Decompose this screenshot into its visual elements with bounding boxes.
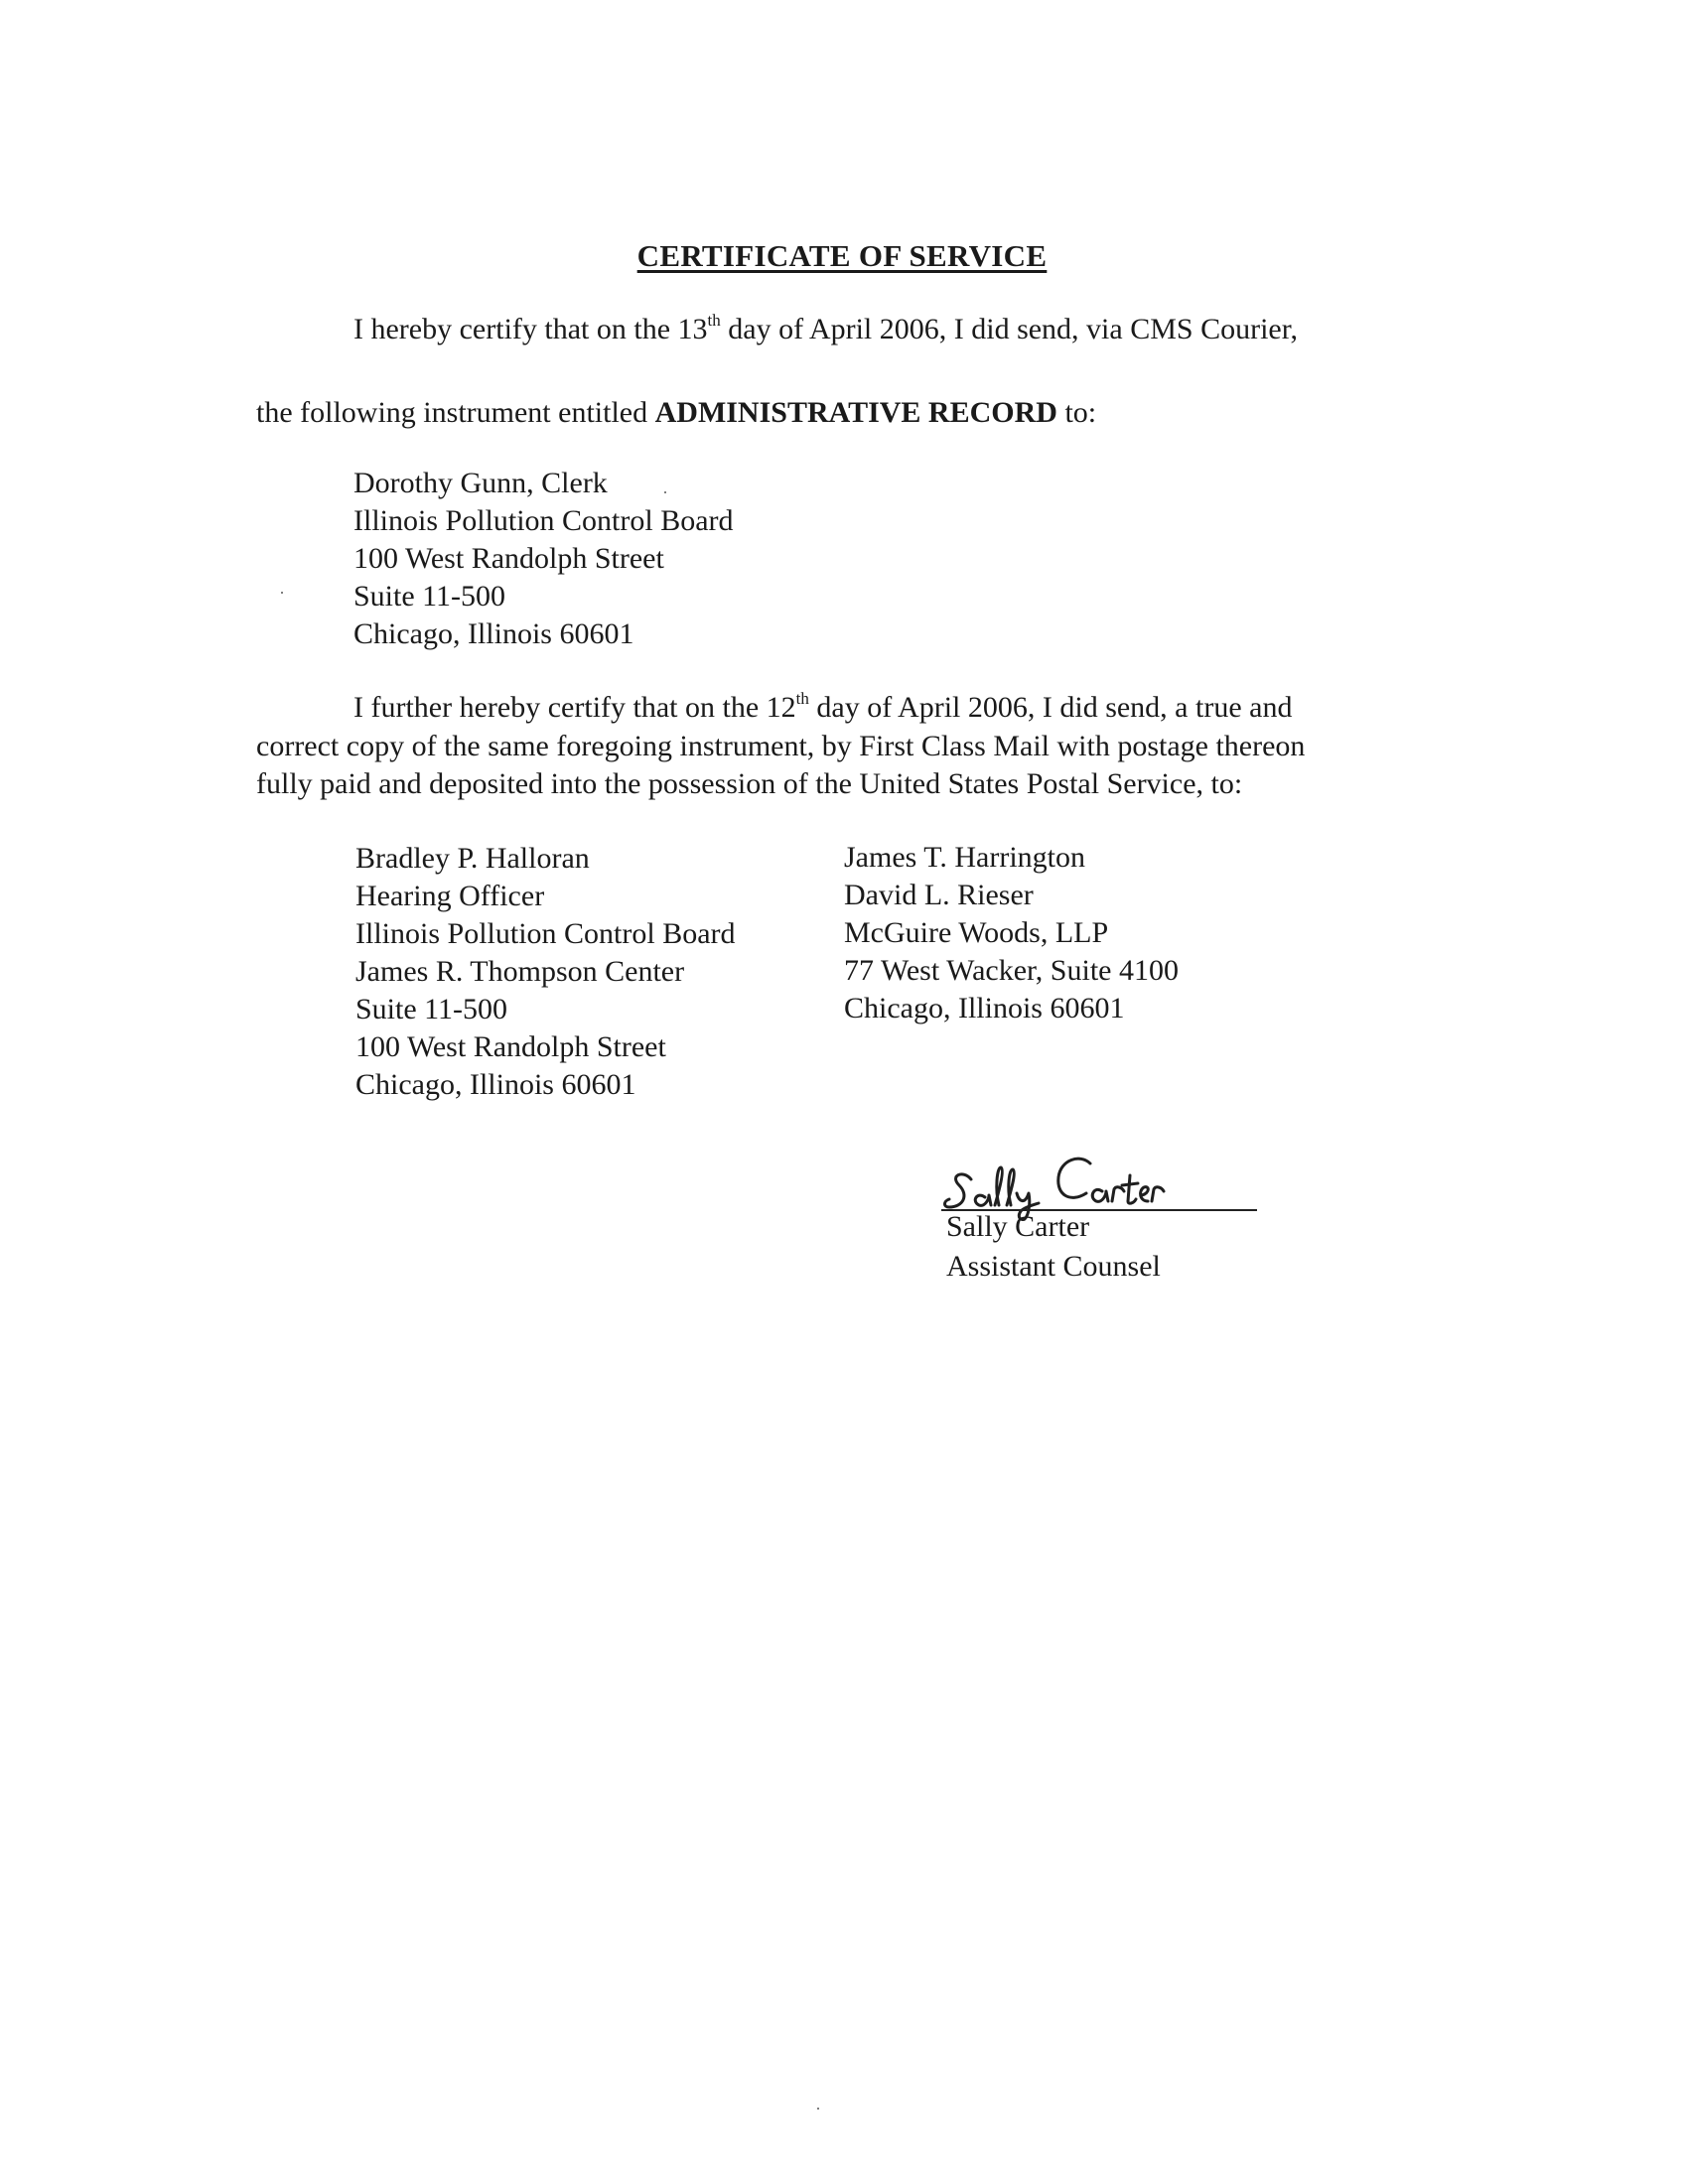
address-line: 100 West Randolph Street	[355, 1030, 666, 1063]
p1-line1-post: day of April 2006, I did send, via CMS Courier,	[720, 313, 1299, 345]
paragraph1-line1	[353, 312, 1298, 347]
paragraph2-line1	[353, 690, 1292, 726]
paragraph2-line3: fully paid and deposited into the possession of the United States Postal Service, to:	[256, 767, 1243, 800]
scan-speck	[817, 2108, 819, 2110]
p1-line1-pre: I hereby certify that on the 13	[353, 313, 708, 345]
clerk-address	[353, 465, 734, 653]
paragraph1-line2	[256, 395, 1096, 431]
address-line: Chicago, Illinois 60601	[353, 617, 634, 650]
p1-line2-pre: the following instrument entitled	[256, 396, 655, 429]
signer-block	[946, 1207, 1161, 1287]
scan-speck	[664, 491, 666, 493]
p2-line1-pre: I further hereby certify that on the 12	[353, 691, 796, 724]
p1-ordinal-suffix: th	[707, 311, 721, 330]
address-line: Suite 11-500	[355, 993, 508, 1025]
address-line: 77 West Wacker, Suite 4100	[844, 954, 1179, 987]
address-line: Chicago, Illinois 60601	[355, 1068, 636, 1101]
address-line: Illinois Pollution Control Board	[355, 917, 736, 950]
scan-speck	[281, 592, 283, 594]
address-line: James T. Harrington	[844, 841, 1086, 874]
recipient-address-left	[355, 840, 736, 1104]
title-text: CERTIFICATE OF SERVICE	[636, 238, 1048, 273]
p2-line1-post: day of April 2006, I did send, a true and	[808, 691, 1293, 724]
document-title	[0, 238, 1684, 274]
paragraph2-line2: correct copy of the same foregoing instrument, by First Class Mail with postage thereon	[256, 730, 1306, 762]
address-line: Chicago, Illinois 60601	[844, 992, 1125, 1024]
recipient-address-right	[844, 839, 1179, 1027]
address-line: James R. Thompson Center	[355, 955, 685, 988]
address-line: 100 West Randolph Street	[353, 542, 664, 575]
instrument-name: ADMINISTRATIVE RECORD	[654, 396, 1057, 429]
address-line: David L. Rieser	[844, 879, 1034, 911]
address-line: Suite 11-500	[353, 580, 506, 613]
address-line: Illinois Pollution Control Board	[353, 504, 734, 537]
signer-name: Sally Carter	[946, 1210, 1090, 1243]
address-line: Hearing Officer	[355, 880, 545, 912]
p2-ordinal-suffix: th	[795, 689, 809, 708]
signer-title: Assistant Counsel	[946, 1250, 1161, 1283]
address-line: McGuire Woods, LLP	[844, 916, 1109, 949]
address-line: Bradley P. Halloran	[355, 842, 590, 875]
p1-line2-post: to:	[1056, 396, 1097, 429]
address-line: Dorothy Gunn, Clerk	[353, 467, 608, 499]
